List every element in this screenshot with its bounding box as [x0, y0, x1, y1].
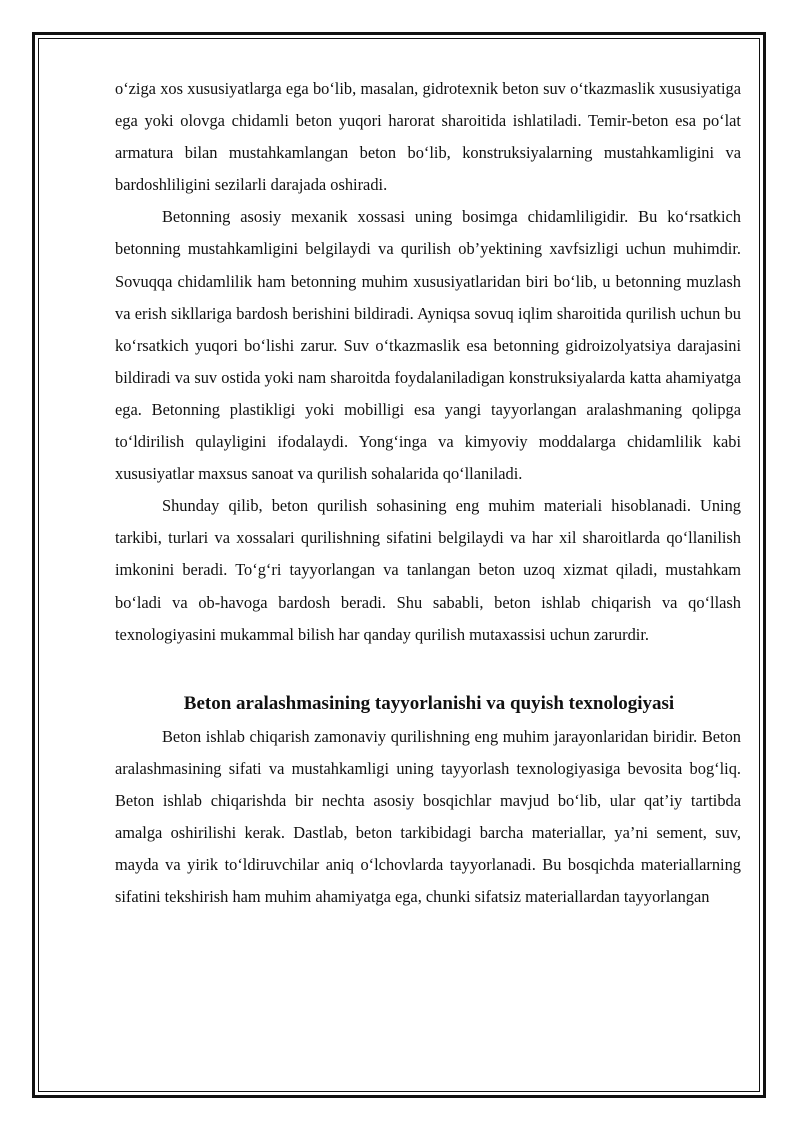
- page-content: [115, 73, 741, 913]
- paragraph-mechanical-properties: Betonning asosiy mexanik xossasi uning bosimga chidamliligidir. Bu ko‘rsatkich betonning mustahkamligini belgilaydi va qurilish ob’yektining xavfsizligi uchun muhimdir. Sovuqqa chidamlilik ham betonning muhim xususiyatlaridan biri bo‘lib, u betonning muzlash va erish sikllariga bardosh berishini bildiradi. Ayniqsa sovuq iqlim sharoitida qurilish uchun bu ko‘rsatkich yuqori bo‘lishi zarur. Suv o‘tkazmaslik esa betonning gidroizolyatsiya darajasini bildiradi va suv ostida yoki nam sharoitda foydalaniladigan konstruksiyalarda katta ahamiyatga ega. Betonning plastikligi yoki mobilligi esa yangi tayyorlangan aralashmaning qolipga to‘ldirilish qulayligini ifodalaydi. Yong‘inga va kimyoviy moddalarga chidamlilik kabi xususiyatlar maxsus sanoat va qurilish sohalarida qo‘llaniladi.: [115, 207, 741, 484]
- paragraph-production-intro: Beton ishlab chiqarish zamonaviy qurilishning eng muhim jarayonlaridan biridir. Beton aralashmasining sifati va mustahkamligi uning tayyorlash texnologiyasiga bevosita bog‘liq. Beton ishlab chiqarishda bir nechta asosiy bosqichlar mavjud bo‘lib, ular qat’iy tartibda amalga oshirilishi kerak. Dastlab, beton tarkibidagi barcha materiallar, ya’ni sement, suv, mayda va yirik to‘ldiruvchilar aniq o‘lchovlarda tayyorlanadi. Bu bosqichda materiallarning sifatini tekshirish ham muhim ahamiyatga ega, chunki sifatsiz materiallardan tayyorlangan: [115, 726, 741, 907]
- paragraph-conclusion: Shunday qilib, beton qurilish sohasining eng muhim materiali hisoblanadi. Uning tarkibi, turlari va xossalari qurilishning sifatini belgilaydi va har xil sharoitlarda qo‘llanilish imkonini beradi. To‘g‘ri tayyorlangan va tanlangan beton uzoq xizmat qiladi, mustahkam bo‘ladi va ob-havoga bardosh beradi. Shu sababli, beton ishlab chiqarish va qo‘llash texnologiyasini mukammal bilish har qanday qurilish mutaxassisi uchun zarurdir.: [115, 496, 741, 644]
- section-heading: Beton aralashmasining tayyorlanishi va quyish texnologiyasi: [183, 692, 675, 714]
- paragraph-continuation: o‘ziga xos xususiyatlarga ega bo‘lib, masalan, gidrotexnik beton suv o‘tkazmaslik xususiyatiga ega yoki olovga chidamli beton yuqori harorat sharoitida ishlatiladi. Temir-beton esa po‘lat armatura bilan mustahkamlangan beton bo‘lib, konstruksiyalarning mustahkamligini va bardoshliligini sezilarli darajada oshiradi.: [115, 79, 741, 195]
